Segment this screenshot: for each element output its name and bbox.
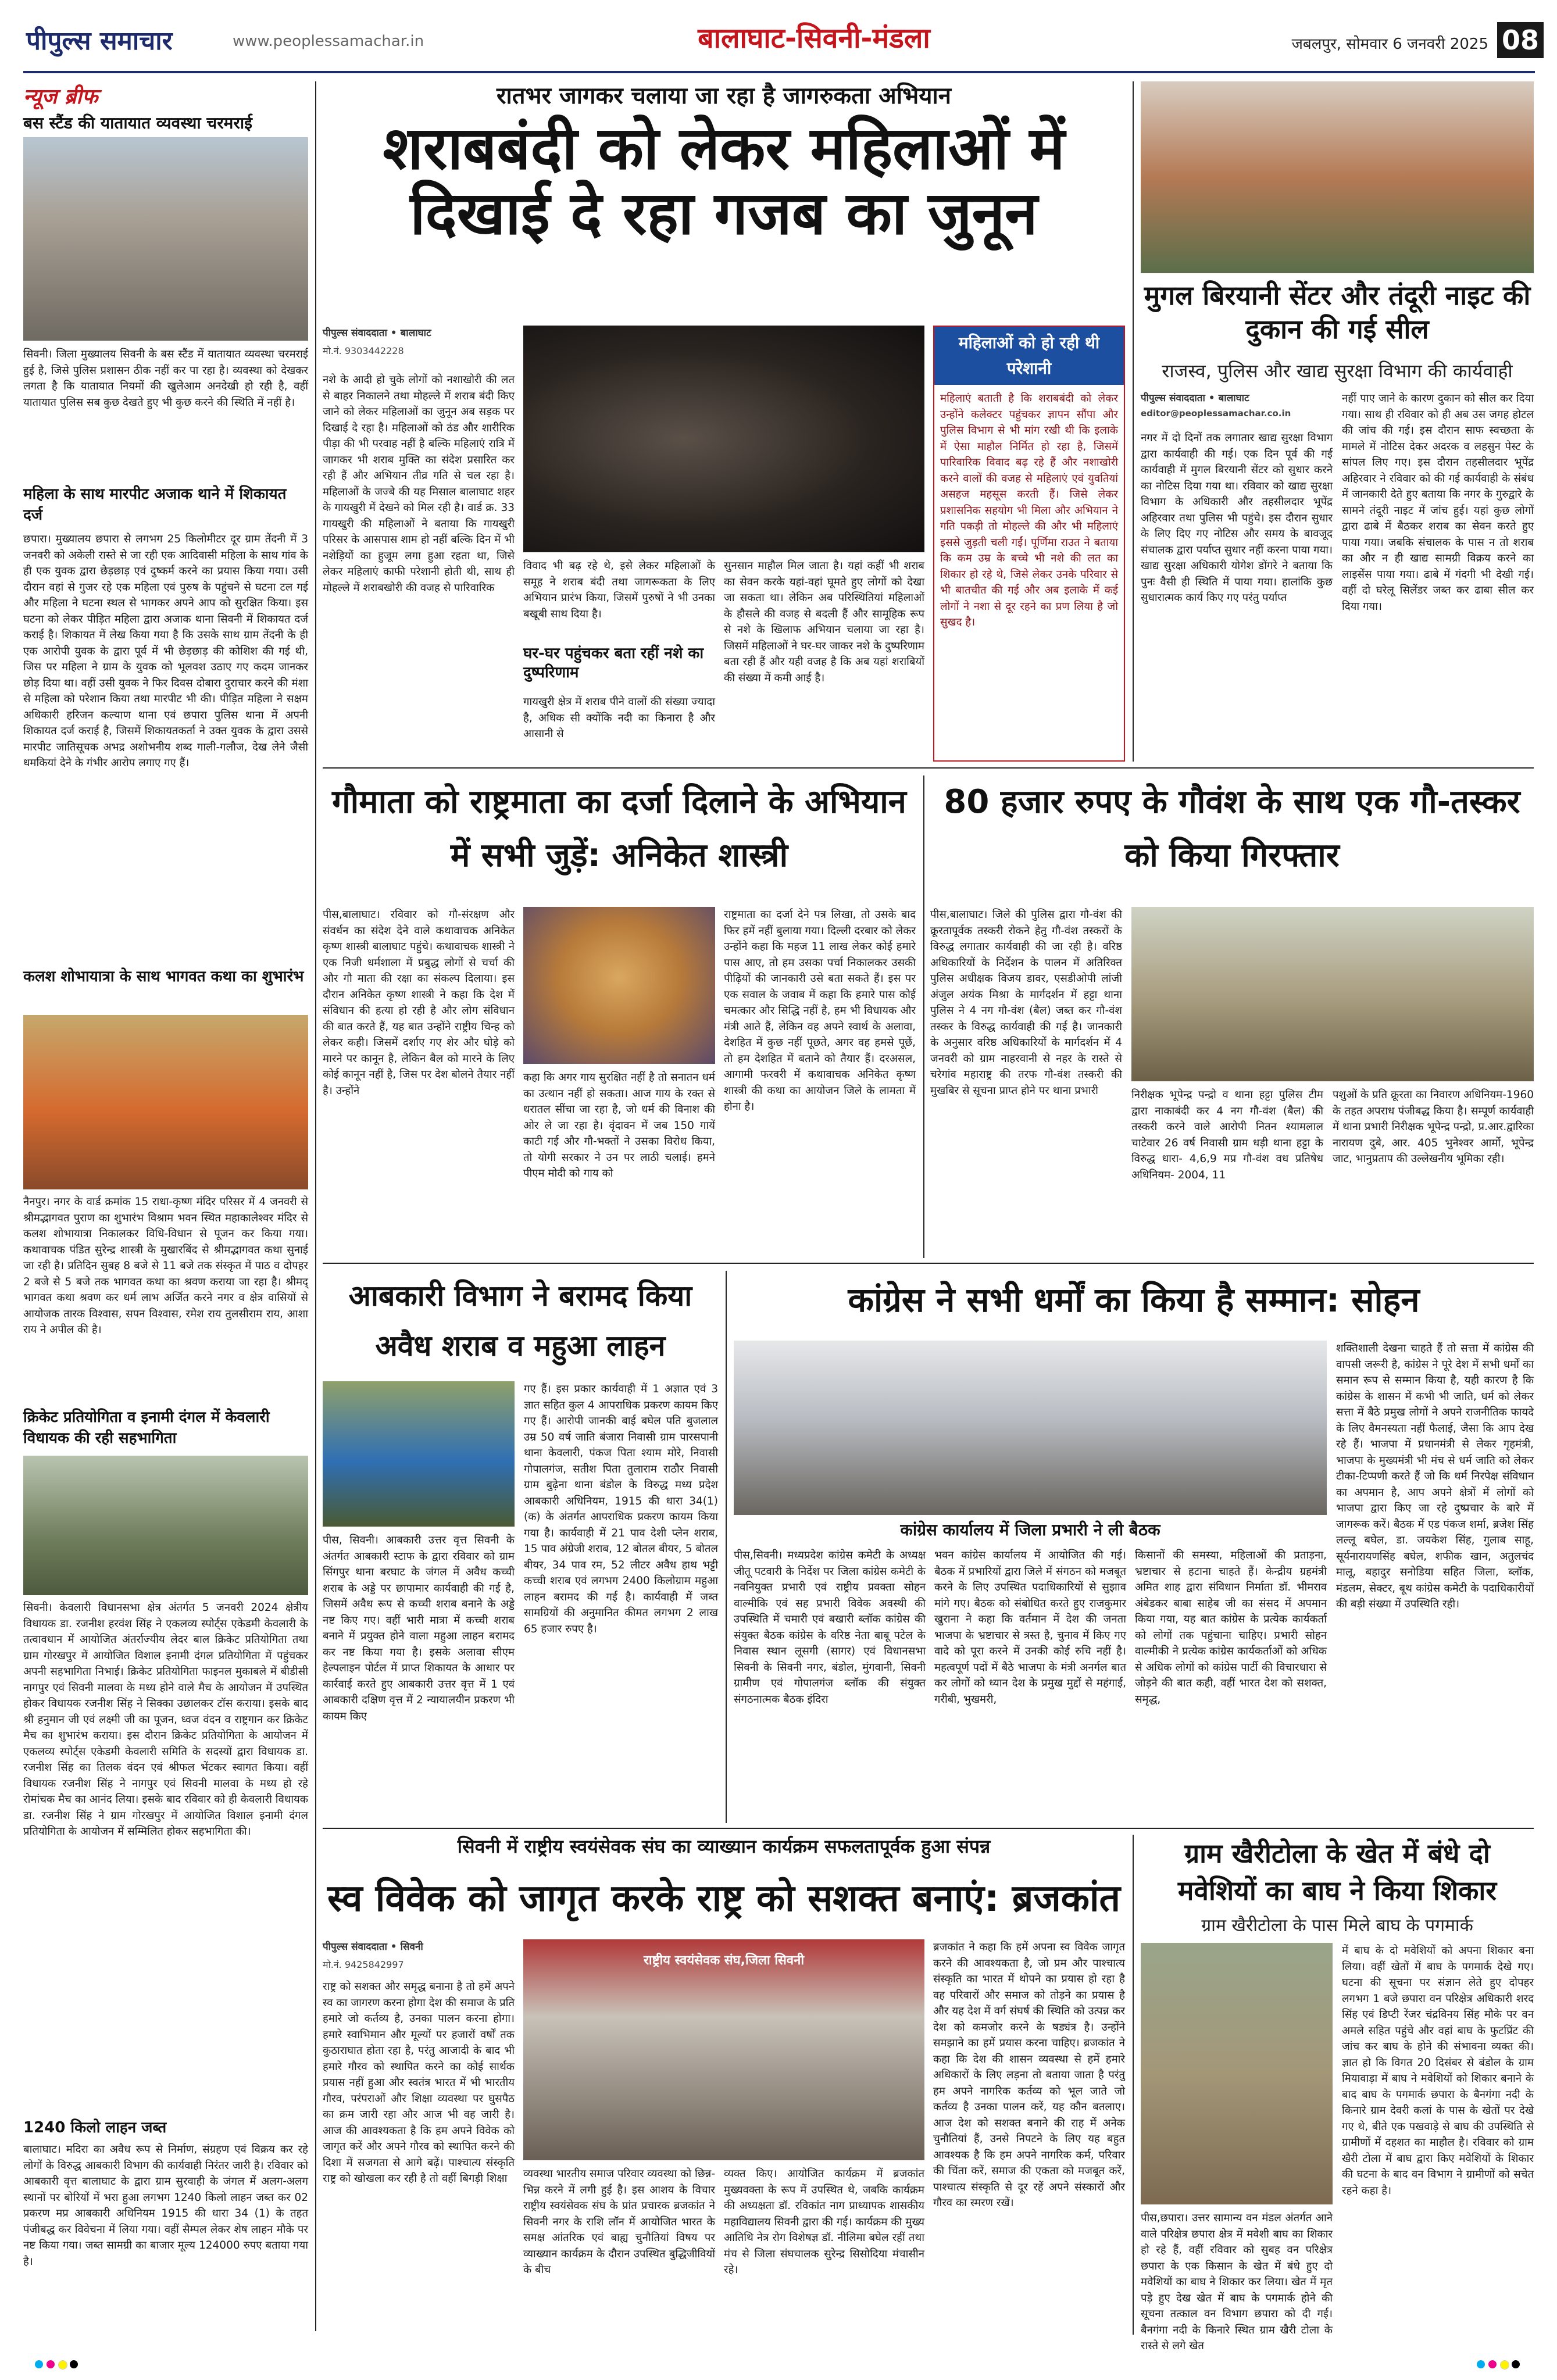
- congress-col2: भवन कांग्रेस कार्यालय में आयोजित की गई। बैठक में प्रभारियों द्वारा जिले में संगठन को मजबूत करने के लिए उपस्थित पदाधिकारियों से सुझाव मांगे गए। बैठक को संबोधित करते हुए राजकुमार खुराना ने कहा कि वर्तमान में देश की जनता भाजपा के भ्रष्टाचार से त्रस्त है, चुनाव में किए गए वादे को पूरा करने में उनकी कोई रुचि नहीं है। महत्वपूर्ण पदों में बैठे भाजपा के मंत्री अनर्गल बात कर लोगों को ध्यान देश के प्रमुख मुद्दों से महंगाई, गरीबी, भुखमरी,: [934, 1549, 1126, 1706]
- congress-caption: कांग्रेस कार्यालय में जिला प्रभारी ने ली बैठक: [900, 1520, 1160, 1539]
- brief-text: बालाघाट। मदिरा का अवैध रूप से निर्माण, संग्रहण एवं विक्रय कर रहे लोगों के विरुद्ध आबकारी विभाग की कार्यवाही निरंतर जारी है। रविवार को आबकारी वृत्त बालाघाट के द्वारा ग्राम सुरवाही के जंगल में अलग-अलग स्थानों पर बोरियों में भरा हुआ लगभग 1240 किलो लाहन जब्त कर 02 प्रकरण मप्र आबकारी अधिनियम 1915 की धारा 34 (1) के तहत पंजीबद्ध कर विवेचना में लिया गया। वहीं सैम्पल लेकर शेष लाहन मौके पर नष्ट किया गया। जब्त सामग्री का बाजार मूल्य 124000 रुपए बताया गया है।: [23, 2143, 308, 2268]
- registration-mark: [58, 2360, 67, 2370]
- tiger-col2: में बाघ के दो मवेशियों को अपना शिकार बना लिया। वहीं खेतों में बाघ के पगमार्क देखे गए। घटना की सूचना पर संज्ञान लेते हुए दोपहर लगभग 1 बजे छपारा वन परिक्षेत्र अधिकारी शरद सिंह एवं डिप्टी रेंजर चंद्रविनय सिंह मौके पर वन अमले सहित पहुंचे और वहां बाघ के फुटप्रिंट की जांच कर बाघ के होने की संभावना व्यक्त की। ज्ञात हो कि विगत 20 दिसंबर से बंडोल के ग्राम मियावाड़ा में बाघ ने मवेशियों को शिकार बनाने के बाद बाघ के पगमार्क छपारा के बैनगंगा नदी के किनारे ग्राम देवरी कलां के पास के खेतों पर देखे गए थे, बीते एक पखवाड़े से बाघ की उपस्थिति से ग्रामीणों में दहशत का माहौल है। रविवार को ग्राम खैरी टोला में बाघ द्वारा किए मवेशियों के शिकार की घटना के बाद वन विभाग ने ग्रामीणों को सचेत रहने कहा है।: [1342, 1945, 1534, 2197]
- rss-col2: व्यवस्था भारतीय समाज परिवार व्यवस्था को छिन्न- भिन्न करने में लगी हुई है। इस आशय के विचार राष्ट्रीय स्वयंसेवक संघ के प्रांत प्रचारक ब्रजकांत ने सिवनी नगर के राशि लॉन में आयोजित भारत के समक्ष आंतरिक एवं बाह्य चुनौतियां विषय पर व्याख्यान कार्यक्रम के दौरान उपस्थित बुद्धिजीवियों के बीच: [523, 2168, 715, 2276]
- gaumata-col3: राष्ट्रमाता का दर्जा देने पत्र लिखा, तो उसके बाद फिर हमें नहीं बुलाया गया। दिल्ली दरबार को लेकर उन्होंने कहा कि महज 11 लाख लेकर कोई हमारे पास आए, तो हम उसका पर्चा निकालकर उसकी पीढ़ियों की जानकारी उसे बता सकते हैं। इस पर एक सवाल के जवाब में कहा कि हमारे पास कोई चमत्कार और सिद्धि नहीं है, हम भी विधायक और मंत्री आते हैं, लेकिन वह अपने स्वार्थ के अलावा, देशहित में कुछ नहीं पूछते, अगर वह हमसे पूछें, तो हम देशहित में बताने को तैयार हैं। दरअसल, आगामी फरवरी में कथावाचक अनिकेत कृष्ण शास्त्री की कथा का आयोजन जिले के लामता में होना है।: [724, 909, 916, 1113]
- excise-raid-photo: [323, 1381, 515, 1527]
- lead-headline: शराबबंदी को लेकर महिलाओं में दिखाई दे रहा गजब का जुनून: [383, 114, 1065, 249]
- rss-mobile: मो.नं. 9425842997: [323, 1959, 404, 1970]
- brief-text: सिवनी। केवलारी विधानसभा क्षेत्र अंतर्गत 5 जनवरी 2024 क्षेत्रीय विधायक डा. रजनीश हरवंश सिंह ने एकलव्य स्पोर्ट्स एकेडमी केवलारी के तत्वावधान में आयोजित अंतर्राज्यीय लेदर बाल क्रिकेट प्रतियोगिता तथा ग्राम गोरखपुर में आयोजित विशाल इनामी दंगल प्रतियोगिता में पहुंचकर अपनी सहभागिता निभाई। क्रिकेट प्रतियोगिता फाइनल मुकाबले में बीडीसी नागपुर एवं सिवनी मालवा के मध्य होने वाले मैच के आयोजन में उपस्थित होकर विधायक रजनीश सिंह ने सिक्का उछालकर टॉस कराया। इसके बाद श्री हनुमान जी एवं लक्ष्मी जी का पूजन, ध्वज वंदन व राष्ट्रगान कर क्रिकेट मैच का शुभारंभ कराया। इस दौरान क्रिकेट प्रतियोगिता के आयोजन में एकलव्य स्पोर्ट्स एकेडमी केवलारी समिति के सदस्यों द्वारा विधायक डा. रजनीश सिंह का तिलक वंदन एवं श्रीफल भेंटकर स्वागत किया। वहीं विधायक रजनीश सिंह ने नागपुर एवं सिवनी मालवा के मध्य हो रहे रोमांचक मैच का आनंद लिया। इसके बाद रविवार को ही केवलारी विधायक डा. रजनीश सिंह ने ग्राम गोरखपुर में आयोजित विशाल इनामी दंगल प्रतियोगिता के आयोजन में सम्मिलित होकर सहभागिता की।: [23, 1602, 308, 1838]
- smuggler-col1: पीस,बालाघाट। जिले की पुलिस द्वारा गौ-वंश की क्रूरतापूर्वक तस्करी रोकने हेतु गौ-वंश तस्करों के विरुद्ध लगातार कार्यवाही की जा रही है। वरिष्ठ अधिकारियों के निर्देशन के पालन में अतिरिक्त पुलिस अधीक्षक विजय डावर, एसडीओपी लांजी अंजुल अयंक मिश्रा के मार्गदर्शन में हट्टा थाना पुलिस ने 4 नग गौ-वंश (बैल) जब्त कर गौ-वंश तस्कर के विरुद्ध कार्यवाही की गई है। जानकारी के अनुसार वरिष्ठ अधिकारियों के मार्गदर्शन में 4 जनवरी को ग्राम नाहरवानी से नहर के रास्ते से चरेगांव महाराष्ट्र की तरफ गौ-वंश तस्करी की मुखबिर से सूचना प्राप्त होने पर थाना प्रभारी: [930, 909, 1122, 1097]
- column-divider: [726, 1271, 727, 1823]
- tiger-story: [1141, 1835, 1534, 2352]
- registration-mark: [1477, 2360, 1485, 2368]
- brief-title: बस स्टैंड की यातायात व्यवस्था चरमराई: [23, 113, 252, 133]
- lead-story: [323, 81, 1125, 762]
- rss-banner-text: राष्ट्रीय स्वयंसेवक संघ,जिला सिवनी: [643, 1953, 805, 1968]
- excise-col2: गए हैं। इस प्रकार कार्यवाही में 1 अज्ञात एवं 3 ज्ञात सहित कुल 4 आपराधिक प्रकरण कायम किए गए हैं। आरोपी जानकी बाई बघेल पति बुजलाल उम्र 50 वर्ष जाति बंजारा निवासी ग्राम पारसपानी थाना केवलारी, पंकज पिता श्याम मोरे, निवासी गोपालगंज, सतीश पिता तुलाराम राठौर निवासी ग्राम बुढ़ेना थाना बंडोल के विरुद्ध मध्य प्रदेश आबकारी अधिनियम, 1915 की धारा 34(1) (क) के अंतर्गत आपराधिक प्रकरण कायम किया गया है। कार्यवाही में 21 पाव देशी प्लेन शराब, 15 पाव अंग्रेजी शराब, 12 बोतल बीयर, 5 बोतल बीयर, 34 पाव रम, 52 लीटर अवैध हाथ भट्टी कच्ची शराब एवं लगभग 2400 किलोग्राम महुआ लाहन बरामद की गई है। कार्यवाही में जब्त सामग्रियों की अनुमानित कीमत लगभग 2 लाख 65 हजार रुपए है।: [524, 1383, 718, 1635]
- women-campaign-photo: [523, 326, 924, 552]
- seized-cattle-photo: [1131, 907, 1534, 1081]
- lead-subhead: घर-घर पहुंचकर बता रहीं नशे का दुष्परिणाम: [523, 645, 704, 681]
- lead-col1: नशे के आदी हो चुके लोगों को नशाखोरी की लत से बाहर निकालने तथा मोहल्ले में शराब बंदी किए जाने को लेकर महिलाओं का जुनून अब सड़क पर दिखाई दे रहा है। महिलाओं को ठंड और शारीरिक पीड़ा की भी परवाह नहीं है बल्कि महिलाएं रात्रि में जागकर भी शराब मुक्ति का संदेश प्रसारित कर रही हैं और अभियान तीव्र गति से चल रहा है। महिलाओं के जज्बे की यह मिसाल बालाघाट शहर के गायखुरी में देखने को मिल रही है। वार्ड क्र. 33 गायखुरी की महिलाओं ने बताया कि गायखुरी परिसर के आसपास शाम हो नहीं बल्कि दिन में भी नशेड़ियों का हुजूम लगा हुआ रहता था, जिसे लेकर महिलाएं काफी परेशानी होती थी, साथ ही मोहल्ले में शराबखोरी की वजह से पारिवारिक: [323, 374, 515, 594]
- excise-col1: पीस, सिवनी। आबकारी उत्तर वृत्त सिवनी के अंतर्गत आबकारी स्टाफ के द्वारा रविवार को ग्राम सिंगपुर थाना बरघाट के जंगल में अवैध कच्ची शराब के अड्डे पर छापामार कार्यवाही की गई है, जिसमें अवैध रूप से कच्ची शराब बनाने के अड्डे नष्ट किए गए। वहीं भारी मात्रा में कच्ची शराब बनाने में प्रयुक्त होने वाला महुआ लाहन बरामद कर नष्ट किया गया है। इसके अलावा सीएम हेल्पलाइन पोर्टल में प्राप्त शिकायत के आधार पर कार्रवाई करते हुए आबकारी उत्तर वृत्त में 1 एवं आबकारी दक्षिण वृत्त में 2 न्यायालयीन प्रकरण भी कायम किए: [323, 1534, 515, 1723]
- tiger-kill-photo: [1141, 1943, 1333, 2204]
- congress-story: [734, 1271, 1534, 1823]
- rss-byline: पीपुल्स संवाददाता • सिवनी: [323, 1941, 423, 1953]
- section-rule: [323, 1263, 1534, 1264]
- page-number: 08: [1497, 22, 1544, 58]
- rss-story: [323, 1835, 1125, 2335]
- smuggler-col3: पशुओं के प्रति क्रूरता का निवारण अधिनियम-1960 के तहत अपराध पंजीबद्ध किया है। सम्पूर्ण कार्यवाही में थाना प्रभारी निरीक्षक भूपेन्द्र पन्द्रो, प्र.आर.द्वारिका नारायण दुबे, आर. 405 भुनेश्वर आर्मो, भूपेन्द्र जाट, भानुप्रताप की उल्लेखनीय भूमिका रही।: [1333, 1089, 1534, 1165]
- biryani-story: [1141, 81, 1534, 762]
- lead-col2: विवाद भी बढ़ रहे थे, इसे लेकर महिलाओं के समूह ने शराब बंदी तथा जागरूकता के लिए अभियान प्रारंभ किया, जिसमें पुरुषों ने भी उनका बखूबी साथ दिया है।: [523, 560, 715, 620]
- kalash-yatra-photo: [23, 1015, 308, 1189]
- registration-mark: [1512, 2360, 1520, 2368]
- masthead: [0, 0, 1557, 70]
- registration-mark: [1488, 2360, 1497, 2368]
- lead-col2b: गायखुरी क्षेत्र में शराब पीने वालों की संख्या ज्यादा है, अधिक सी क्योंकि नदी का किनारा है और आसानी से: [523, 696, 715, 740]
- brief-title: क्रिकेट प्रतियोगिता व इनामी दंगल में केवलारी विधायक की रही सहभागिता: [23, 1409, 270, 1447]
- rss-kicker: सिवनी में राष्ट्रीय स्वयंसेवक संघ का व्याख्यान कार्यक्रम सफलतापूर्वक हुआ संपन्न: [457, 1835, 991, 1857]
- brief-title: कलश शोभायात्रा के साथ भागवत कथा का शुभारंभ: [23, 968, 304, 985]
- biryani-subhead: राजस्व, पुलिस और खाद्य सुरक्षा विभाग की कार्यवाही: [1162, 360, 1513, 382]
- congress-meeting-photo: [734, 1341, 1327, 1515]
- biryani-email: editor@peoplessamachar.co.in: [1141, 408, 1291, 419]
- gaumata-col2: कहा कि अगर गाय सुरक्षित नहीं है तो सनातन धर्म का उत्थान नहीं हो सकता। आज गाय के रक्त से धरातल सींचा जा रहा है, जो धर्म की विनाश की ओर ले जा रहा है। वृंदावन में जब 150 गायें काटी गई और गौ-भक्तों ने उसका विरोध किया, तो योगी सरकार ने उन पर लाठी चलाई। हमने पीएम मोदी को गाय को: [523, 1071, 715, 1180]
- bus-stand-photo: [23, 137, 308, 341]
- excise-story: [323, 1271, 718, 1823]
- column-divider: [315, 81, 316, 2331]
- lead-kicker: रातभर जागकर चलाया जा रहा है जागरुकता अभियान: [497, 83, 951, 109]
- website-label: www.peoplessamachar.in: [233, 33, 424, 50]
- rss-col4: ब्रजकांत ने कहा कि हमें अपना स्व विवेक जागृत करने की आवश्यकता है, जो प्रम और पाश्चात्य संस्कृति का भारत में थोपने का प्रयास हो रहा है वह परिवारों और समाज को तोड़ने का प्रयास है और यह देश में वर्ग संघर्ष की स्थिति को उत्पन्न कर देश को कमजोर करने के षड्यंत्र है। उन्होंने समझाने का हमें प्रयास करना चाहिए। ब्रजकांत ने कहा कि देश की शासन व्यवस्था से हमें हमारे अधिकारों के लिए लड़ना तो बताया जाता है परंतु हम अपने नागरिक कर्तव्य को भूल जाते जो कर्तव्य है उनका पालन करें, यह कौन बतलाए। आज देश को सशक्त बनाने की राह में अनेक चुनौतियां हैं, उनसे निपटने के लिए यह बहुत आवश्यक है कि हम अपने नागरिक कर्म, परिवार की चिंता करें, समाज की एकता को मजबूत करें, पाश्चात्य संस्कृति से दूर रहें अपने संस्कारों और गौरव का स्मरण रखें।: [933, 1941, 1125, 2209]
- column-divider: [1133, 81, 1134, 762]
- excise-headline: आबकारी विभाग ने बरामद किया अवैध शराब व महुआ लाहन: [348, 1279, 692, 1363]
- rss-col3: व्यक्त किए। आयोजित कार्यक्रम में ब्रजकांत मुख्यवक्ता के रूप में उपस्थित थे, जबकि कार्यक्रम की अध्यक्षता डॉ. रविकांत नाग प्राध्यापक शासकीय महाविद्यालय सिवनी द्वारा की गई। कार्यक्रम की मुख्य आतिथि नेत्र रोग विशेषज्ञ डॉ. नीलिमा बघेल रहीं तथा मंच से जिला संघचालक सुरेन्द्र सिसोदिया मंचासीन रहे।: [724, 2168, 924, 2276]
- lead-sidebar-box: [933, 326, 1125, 762]
- cricket-event-photo: [23, 1456, 308, 1595]
- biryani-headline: मुगल बिरयानी सेंटर और तंदूरी नाइट की दुकान की गई सील: [1144, 280, 1531, 345]
- smuggler-headline: 80 हजार रुपए के गौवंश के साथ एक गौ-तस्कर को किया गिरफ्तार: [944, 783, 1520, 874]
- sidebar-text: महिलाएं बताती है कि शराबबंदी को लेकर उन्होंने कलेक्टर पहुंचकर ज्ञापन सौंपा और पुलिस विभाग से भी मांग रखी थी कि इलाके में ऐसा माहौल निर्मित हो रहा है, जिसमें पारिवारिक विवाद बढ़ रहे हैं और नशाखोरी करने वालों की वजह से महिलाएं एवं युवतियां असहज महसूस करती हैं। जिसे लेकर प्रशासनिक सहयोग भी मिला और अभियान ने गति पकड़ी तो मोहल्ले की और भी महिलाएं इससे जुड़ती चली गईं। पूर्णिमा राउत ने बताया कि कम उम्र के बच्चे भी नशे की लत का शिकार हो रहे थे, जिसे लेकर उनके परिवार से भी बातचीत की गई और अब इलाके में कई लोगों ने नशा से दूर रहने का प्रण लिया है जो सुखद है।: [940, 392, 1118, 628]
- tiger-col1: पीस,छपारा। उत्तर सामान्य वन मंडल अंतर्गत आने वाले परिक्षेत्र छपारा क्षेत्र में मवेशी बाघ का शिकार हो रहे हैं, वहीं रविवार को सुबह वन परिक्षेत्र छपारा के एक किसान के खेत में बंधे हुए दो मवेशियों का बाघ ने शिकार कर लिया। खेत में मृत पड़े हुए देख खेत में बाघ के पगमार्क होने की सूचना तत्काल वन विभाग छपारा को दी गई। बैनगंगा नदी के किनारे स्थित ग्राम खैरी टोला के रास्ते से लगे खेत: [1141, 2212, 1333, 2352]
- registration-mark: [35, 2360, 43, 2368]
- brief-text: सिवनी। जिला मुख्यालय सिवनी के बस स्टैंड में यातायात व्यवस्था चरमराई हुई है, जिसे पुलिस प्रशासन ठीक नहीं कर पा रहा है। व्यवस्था को देखकर लगता है कि यातायात नियमों की खुलेआम अनदेखी हो रही है, वहीं यातायात पुलिस सब कुछ देखते हुए भी कुछ करने की स्थिति में नहीं है।: [23, 348, 308, 409]
- smuggler-col2: निरीक्षक भूपेन्द्र पन्द्रो व थाना हट्टा पुलिस टीम द्वारा नाकाबंदी कर 4 नग गौ-वंश (बैल) की तस्करी करने वाले आरोपी नितन श्यामलाल चाटेवार 26 वर्ष निवासी ग्राम धड़ी थाना हट्टा के विरुद्ध धारा- 4,6,9 मप्र गौ-वंश वध प्रतिषेध अधिनियम- 2004, 11: [1131, 1089, 1323, 1181]
- congress-col1: पीस,सिवनी। मध्यप्रदेश कांग्रेस कमेटी के अध्यक्ष जीतू पटवारी के निर्देश पर जिला कांग्रेस कमेटी के नवनियुक्त प्रभारी एवं राष्ट्रीय प्रवक्ता सोहन वाल्मीकि एवं सह प्रभारी विवेक अवस्थी की उपस्थिति में चमारी एवं बखारी ब्लॉक कांग्रेस की संयुक्त बैठक कांग्रेस के वरिष्ठ नेता बाबू पटेल के निवास स्थान लूसगी (सागर) एवं विधानसभा सिवनी के सिवनी नगर, बंडोल, मुंगवानी, सिवनी ग्रामीण एवं गोपालगंज ब्लॉक की संयुक्त संगठनात्मक बैठक इंदिरा: [734, 1549, 926, 1706]
- rss-event-photo: [523, 1939, 924, 2160]
- rss-col1: राष्ट्र को सशक्त और समृद्ध बनाना है तो हमें अपने स्व का जागरण करना होगा देश की समाज के प्रति हमारे जो कर्तव्य है, उनका पालन करना होगा। हमारे स्वाभिमान और मूल्यों पर हजारों वर्षों तक कुठाराघात होता रहा है, परंतु आजादी के बाद भी हमारे गौरव को स्थापित करने का कोई सार्थक प्रयास नहीं हुआ और स्वतंत्र भारत में भी भारतीय गौरव, परंपराओं और शिक्षा व्यवस्था पर घुसपैठ का क्रम जारी रहा और आज भी वह जारी है। आज की आवश्यकता है कि हम अपने विवेक को जागृत करें और अपने गौरव को स्थापित करने की दिशा में सजगता से आगे बढ़ें। पाश्चात्य संस्कृति राष्ट्र को खोखला कर रही है तो वहीं बिगड़ी शिक्षा: [323, 1981, 515, 2185]
- paper-name: पीपुल्स समाचार: [26, 26, 173, 56]
- gaumata-story: [323, 776, 916, 1258]
- brief-header: न्यूज ब्रीफ: [23, 85, 98, 109]
- registration-mark: [1500, 2360, 1509, 2370]
- biryani-byline: पीपुल्स संवाददाता • बालाघाट: [1141, 392, 1249, 404]
- dateline: जबलपुर, सोमवार 6 जनवरी 2025: [1291, 35, 1488, 53]
- lead-mobile: मो.नं. 9303442228: [323, 345, 404, 356]
- column-divider: [1133, 1835, 1134, 2335]
- biryani-col2: नहीं पाए जाने के कारण दुकान को सील कर दिया गया। साथ ही रविवार को ही अब उस जगह होटल की जांच की गई। इस दौरान साफ स्वच्छता के मामले में नोटिस देकर अदरक व लहसुन पेस्ट के सांपल लिए गए। इस दौरान तहसीलदार भूपेंद्र अहिरवार ने रविवार को की गई कार्यवाही के संबंध में जानकारी देते हुए बताया कि नगर के गुरुद्वारे के सामने तंदूरी नाइट में जांच हुई। यहां कुछ लोगों द्वारा ढाबे में बैठकर शराब का सेवन करते हुए पाया गया। जबकि संचालक के पास न तो शराब का और न ही खाद्य सामग्री विक्रय करने का लाइसेंस पाया गया। ढाबे में गंदगी भी देखी गई। वहीं दो घरेलू सिलेंडर जब्त कर ढाबा सील कर दिया गया।: [1342, 392, 1534, 613]
- column-divider: [923, 776, 924, 1258]
- sidebar-title: महिलाओं को हो रही थी परेशानी: [934, 327, 1124, 385]
- shastri-photo: [523, 907, 715, 1064]
- rss-headline: स्व विवेक को जागृत करके राष्ट्र को सशक्त बनाएं: ब्रजकांत: [327, 1877, 1120, 1920]
- tiger-headline: ग्राम खैरीटोला के खेत में बंधे दो मवेशियों का बाघ ने किया शिकार: [1177, 1838, 1497, 1906]
- cow-smuggler-story: [930, 776, 1534, 1258]
- congress-headline: कांग्रेस ने सभी धर्मों का किया है सम्मान: सोहन: [848, 1280, 1420, 1320]
- gaumata-headline: गौमाता को राष्ट्रमाता का दर्जा दिलाने के अभियान में सभी जुड़ें: अनिकेत शास्त्री: [332, 783, 906, 874]
- registration-mark: [47, 2360, 55, 2368]
- masthead-rule: [23, 71, 1535, 73]
- brief-text: छपारा। मुख्यालय छपारा से लगभग 25 किलोमीटर दूर ग्राम तेंदनी में 3 जनवरी को अकेली रास्ते से जा रही एक आदिवासी महिला के साथ गांव के ही एक युवक द्वारा छेड़छाड़ एवं दुष्कर्म करने का प्रयास किया गया। उसी दौरान वहां से गुजर रहे एक महिला एवं पुरुष के पहुंचने से घटना टल गई और महिला ने घटना स्थल से भागकर अपने आप को सुरक्षित किया। इस घटना को लेकर पीड़ित महिला द्वारा अजाक थाना सिवनी में शिकायत दर्ज कराई है। शिकायत में लेख किया गया है कि उसके साथ ग्राम तेंदनी के ही एक आरोपी युवक के द्वारा पूर्व में भी छेड़छाड़ की कोशिश की गई थी, जिस पर महिला ने ग्राम के युवक को भूलवश उठाए गए कदम जानकर छोड़ दिया था। वहीं उसी युवक ने फिर दिवस दोबारा दुराचार करने की मंशा से महिला को परेशान किया तथा मारपीट भी की। पीड़ित महिला ने सक्षम अधिकारी हरिजन कल्याण थाना एवं छपारा पुलिस थाना में अपनी शिकायत दर्ज कराई है, जिसमें शिकायतकर्ता ने उक्त युवक के द्वारा उससे मारपीट जातिसूचक अभद्र अशोभनीय शब्द गाली-गलौज, देख लेने जैसी धमकियां देने के गंभीर आरोप लगाए गए हैं।: [23, 533, 308, 769]
- lead-byline: पीपुल्स संवाददाता • बालाघाट: [323, 327, 431, 339]
- gaumata-col1: पीस,बालाघाट। रविवार को गौ-संरक्षण और संवर्धन का संदेश देने वाले कथावाचक अनिकेत कृष्ण शास्त्री बालाघाट पहुंचे। कथावाचक शास्त्री ने एक निजी धर्मशाला में प्रबुद्ध लोगों से चर्चा की और गौ माता की रक्षा का संकल्प दिलाया। इस दौरान अनिकेत कृष्ण शास्त्री ने कहा कि देश में संविधान की हत्या हो रही है और लोग संविधान की बात करते हैं, यह बात उन्होंने राष्ट्रीय चिन्ह को लेकर कही। जिसमें दर्शाए गए शेर और घोड़े को मारने पर कानून है, लेकिन बैल को मारने के लिए कोई कानून नहीं है, जिस पर देश बोलने तैयार नहीं है। उन्होंने: [323, 909, 515, 1097]
- section-rule: [323, 767, 1534, 769]
- brief-text: नैनपुर। नगर के वार्ड क्रमांक 15 राधा-कृष्ण मंदिर परिसर में 4 जनवरी से श्रीमद्भागवत पुराण का शुभारंभ विश्राम भवन स्थित महाकालेश्वर मंदिर से कलश शोभायात्रा निकालकर विधि-विधान से पूजन कर किया गया। कथावाचक पंडित सुरेन्द्र शास्त्री के मुखारबिंद से श्रीमद्भागवत कथा सुनाई जा रही है। प्रतिदिन सुबह 8 बजे से 11 बजे तक संस्कृत में पाठ व दोपहर 2 बजे से 5 बजे तक भागवत कथा का श्रवण कराया जा रहा है। श्रीमद् भागवत कथा श्रवण कर धर्म लाभ अर्जित करने नगर व क्षेत्र वासियों से आयोजक तारक विश्वास, सपन विश्वास, रमेश राय तुलसीराम राय, आशा राय ने अपील की है।: [23, 1196, 308, 1336]
- section-rule: [323, 1828, 1534, 1829]
- lead-col3: सुनसान माहौल मिल जाता है। यहां कहीं भी शराब का सेवन करके यहां-वहां घूमते हुए लोगों को देखा जा सकता था। लेकिन अब परिस्थितियां महिलाओं के हौसले की वजह से बदली हैं और सामूहिक रूप से नशे के खिलाफ अभियान चलाया जा रहा है। जिसमें महिलाओं ने घर-घर जाकर नशे के दुष्परिणाम बता रही हैं और यही वजह है कि अब यहां शराबियों की संख्या में कमी आई है।: [724, 560, 924, 684]
- news-brief-column: [23, 81, 308, 2325]
- biryani-col1: नगर में दो दिनों तक लगातार खाद्य सुरक्षा विभाग द्वारा कार्यवाही की गई। एक दिन पूर्व की गई कार्यवाही में मुगल बिरयानी सेंटर को सुधार करने का नोटिस दिया गया था। रविवार को खाद्य सुरक्षा विभाग के अधिकारी और तहसीलदार भूपेंद्र अहिरवार तथा पुलिस भी पहुंचे। इस दौरान सुधार के लिए दिए गए नोटिस और समय के बावजूद संचालक द्वारा पर्याप्त सुधार नहीं करना पाया गया। खाद्य सुरक्षा अधिकारी योगेश डोंगरे ने बताया कि पुनः वैसी ही स्थिति में पाया गया। हालांकि कुछ सुधारात्मक कार्य किए गए परंतु पर्याप्त: [1141, 432, 1333, 604]
- brief-title: 1240 किलो लाहन जब्त: [23, 2119, 167, 2136]
- registration-mark: [70, 2360, 78, 2368]
- tiger-subhead: ग्राम खैरीटोला के पास मिले बाघ के पगमार्क: [1201, 1916, 1473, 1936]
- congress-col4: शक्तिशाली देखना चाहते हैं तो सत्ता में कांग्रेस की वापसी जरूरी है, कांग्रेस ने पूरे देश में सभी धर्मों का समान रूप से सम्मान किया है, यही कारण है कि कांग्रेस के शासन में कभी भी जाति, धर्म को लेकर सत्ता में बैठे प्रमुख लोगों ने अपने राजनीतिक फायदे के लिए वैमनस्यता नहीं फैलाई, जैसा कि आप देख रहे हैं। भाजपा में प्रधानमंत्री से लेकर गृहमंत्री, भाजपा के मुख्यमंत्री भी मंच से धर्म जाति को लेकर टीका-टिप्पणी करते हैं जो कि धर्म निरपेक्ष संविधान का अपमान है, आप अपने क्षेत्रों में लोगों को भाजपा द्वारा किए जा रहे दुष्प्रचार के बारे में जागरूक करें। बैठक में एड पंकज शर्मा, ब्रजेश सिंह लल्लू बघेल, डा. जयकेश सिंह, गुलाब साहू, सूर्यनारायणसिंह बघेल, शफीक खान, अतुलचंद मालू, बहादुर सनोडिया सहित जिला, ब्लॉक, मंडलम, सेक्टर, बूथ कांग्रेस कमेटी के पदाधिकारीयों की बड़ी संख्या में उपस्थिति रही।: [1336, 1342, 1534, 1610]
- congress-col3: किसानों की समस्या, महिलाओं की प्रताड़ना, भ्रष्टाचार से हटाना चाहते हैं। केन्द्रीय ग्रहमंत्री अमित शाह द्वारा संविधान निर्माता डॉ. भीमराव अंबेडकर बाबा साहेब जी का संसद में अपमान किया गया, यह बात कांग्रेस के प्रत्येक कार्यकर्ता को लोगों तक पहुंचाना चाहिए। प्रभारी सोहन वाल्मीकी ने प्रत्येक कांग्रेस कार्यकर्ताओं को अधिक से अधिक लोगों को कांग्रेस पार्टी की विचारधारा से जोड़ने की बात कही, वहीं भारत देश को सशक्त, समृद्ध,: [1135, 1549, 1327, 1706]
- section-title: बालाघाट-सिवनी-मंडला: [698, 22, 930, 55]
- restaurant-photo: [1141, 81, 1534, 273]
- brief-title: महिला के साथ मारपीट अजाक थाने में शिकायत दर्ज: [23, 485, 287, 524]
